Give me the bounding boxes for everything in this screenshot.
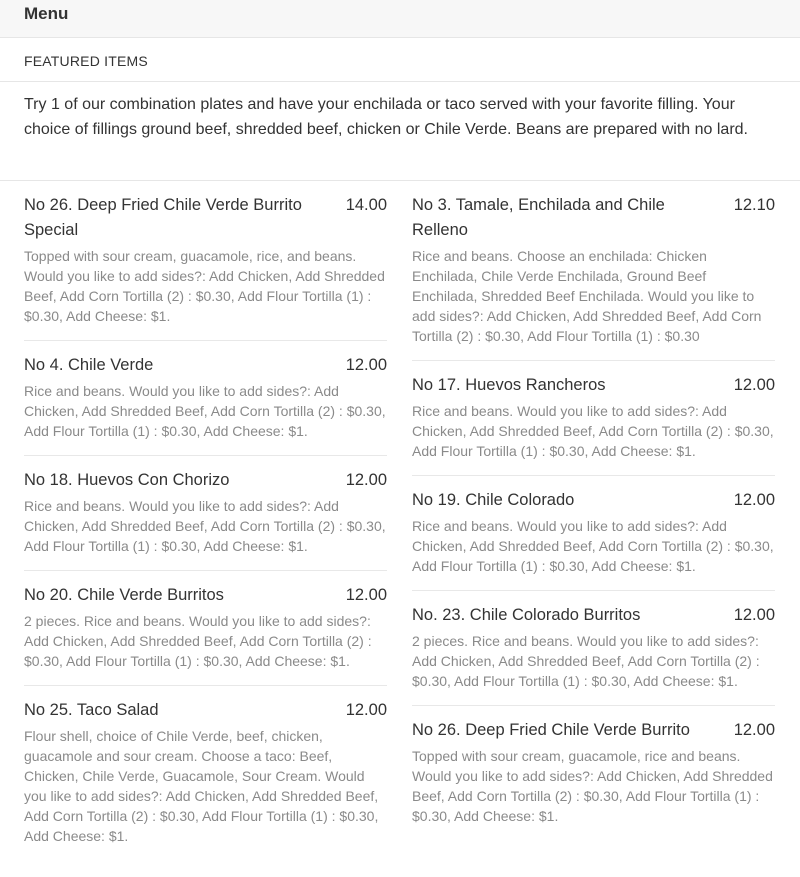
menu-item[interactable] [24,686,387,846]
menu-item-description: Rice and beans. Would you like to add sides?: Add Chicken, Add Shredded Beef, Add Corn Tortilla (2) : $0.30, Add Flour Tortilla (1) : $0.30, Add Cheese: $1. [412,518,774,574]
menu-item-description: 2 pieces. Rice and beans. Would you like to add sides?: Add Chicken, Add Shredded Beef, Add Corn Tortilla (2) : $0.30, Add Flour Tortilla (1) : $0.30, Add Cheese: $1. [24,613,372,669]
menu-item-name: No. 23. Chile Colorado Burritos [412,606,641,624]
featured-items-header [0,39,800,82]
menu-item-description: Topped with sour cream, guacamole, rice and beans. Would you like to add sides?: Add Chicken, Add Shredded Beef, Add Corn Tortilla (2) : $0.30, Add Flour Tortilla (1) : $0.30, Add Cheese: $1. [412,748,773,824]
section-description: Try 1 of our combination plates and have your enchilada or taco served with your favorite filling. Your choice of fillings ground beef, shredded beef, chicken or Chile Verde. Beans are prepared with no lard. [24,96,748,138]
menu-item-price: 12.00 [345,701,387,719]
menu-item-description: 2 pieces. Rice and beans. Would you like to add sides?: Add Chicken, Add Shredded Beef, Add Corn Tortilla (2) : $0.30, Add Flour Tortilla (1) : $0.30, Add Cheese: $1. [412,633,760,689]
menu-item-name: No 18. Huevos Con Chorizo [24,471,230,489]
menu-item[interactable] [24,456,387,571]
menu-title: Menu [24,4,69,23]
menu-item-name: No 20. Chile Verde Burritos [24,586,224,604]
menu-item-description: Rice and beans. Would you like to add sides?: Add Chicken, Add Shredded Beef, Add Corn Tortilla (2) : $0.30, Add Flour Tortilla (1) : $0.30, Add Cheese: $1. [412,403,774,459]
menu-item-name: No 26. Deep Fried Chile Verde Burrito Special [24,196,302,239]
menu-item[interactable] [412,591,775,706]
menu-column-right [412,181,775,826]
menu-item-description: Rice and beans. Would you like to add sides?: Add Chicken, Add Shredded Beef, Add Corn Tortilla (2) : $0.30, Add Flour Tortilla (1) : $0.30, Add Cheese: $1. [24,498,386,554]
menu-item-description: Flour shell, choice of Chile Verde, beef, chicken, guacamole and sour cream. Choose a taco: Beef, Chicken, Chile Verde, Guacamole, Sour Cream. Would you like to add sides?: Add Chicken, Add Shredded Beef, Add Corn Tortilla (2) : $0.30, Add Flour Tortilla (1) : $0.30, Add Cheese: $1. [24,728,379,844]
menu-item-description: Topped with sour cream, guacamole, rice, and beans. Would you like to add sides?: Add Chicken, Add Shredded Beef, Add Corn Tortilla (2) : $0.30, Add Flour Tortilla (1) : $0.30, Add Cheese: $1. [24,248,385,324]
menu-item-price: 12.00 [733,606,775,624]
menu-item-name: No 4. Chile Verde [24,356,154,374]
menu-item-price: 12.00 [345,356,387,374]
menu-item-price: 14.00 [345,196,387,214]
menu-item-name: No 3. Tamale, Enchilada and Chile Relleno [412,196,665,239]
menu-item[interactable] [412,476,775,591]
menu-item-name: No 17. Huevos Rancheros [412,376,606,394]
menu-item[interactable] [412,361,775,476]
menu-item-description: Rice and beans. Choose an enchilada: Chicken Enchilada, Chile Verde Enchilada, Ground Beef Enchilada, Shredded Beef Enchilada. Would you like to add sides?: Add Chicken, Add Shredded Beef, Add Corn Tortilla (2) : $0.30, Add Flour Tortilla (1) : $0.30 [412,248,762,344]
menu-item-price: 12.10 [733,196,775,214]
menu-item-name: No 26. Deep Fried Chile Verde Burrito [412,721,690,739]
menu-item[interactable] [412,181,775,361]
section-title: FEATURED ITEMS [24,53,148,69]
menu-item[interactable] [24,571,387,686]
menu-column-left [24,181,387,846]
menu-item-price: 12.00 [345,586,387,604]
menu-item[interactable] [412,706,775,826]
menu-item-name: No 25. Taco Salad [24,701,159,719]
menu-item-name: No 19. Chile Colorado [412,491,575,509]
menu-header-bar [0,0,800,38]
menu-item-price: 12.00 [345,471,387,489]
menu-item-price: 12.00 [733,376,775,394]
menu-item[interactable] [24,181,387,341]
menu-item-description: Rice and beans. Would you like to add sides?: Add Chicken, Add Shredded Beef, Add Corn Tortilla (2) : $0.30, Add Flour Tortilla (1) : $0.30, Add Cheese: $1. [24,383,386,439]
menu-item-price: 12.00 [733,721,775,739]
menu-item[interactable] [24,341,387,456]
menu-item-price: 12.00 [733,491,775,509]
